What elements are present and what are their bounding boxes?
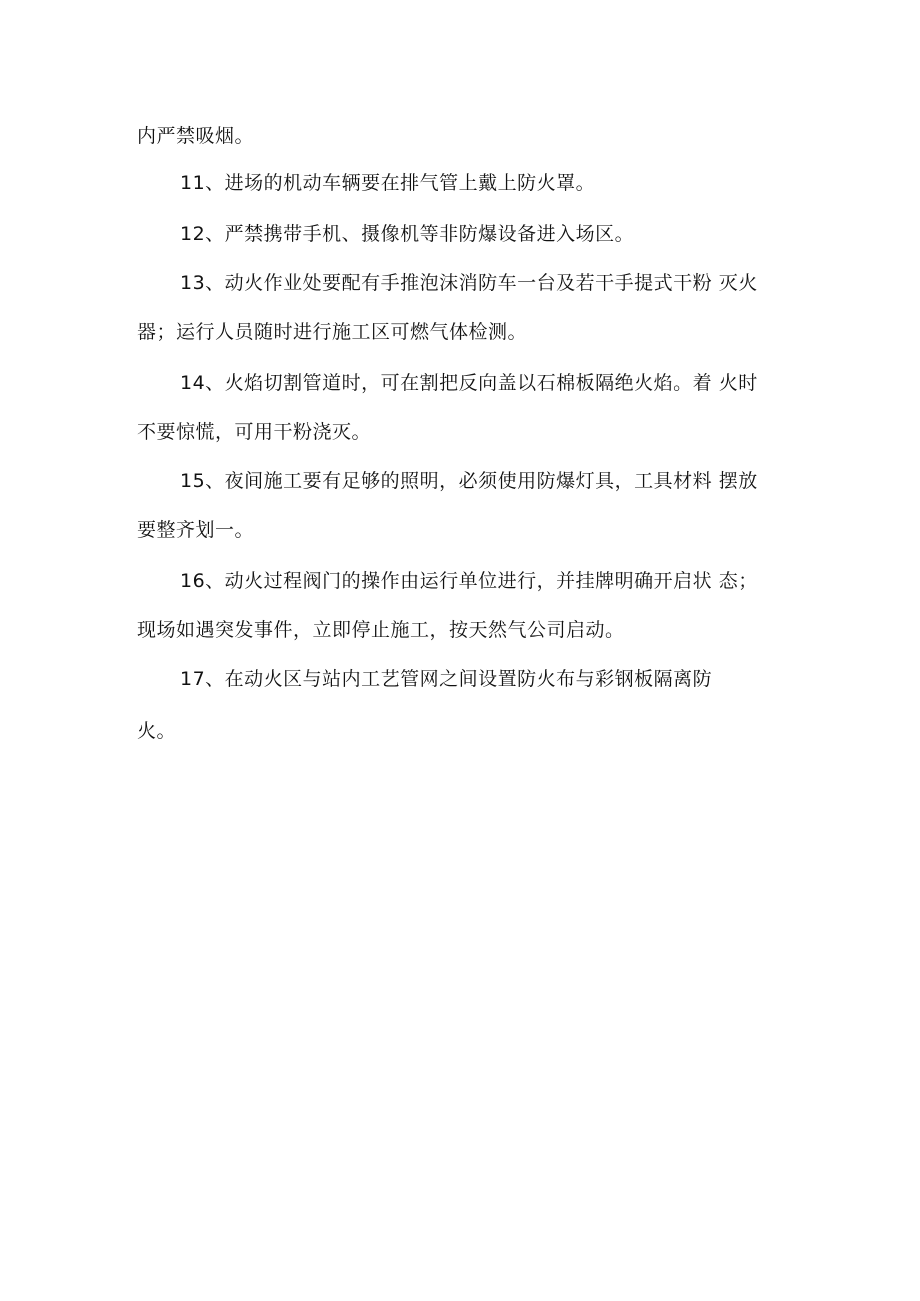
rule-11: 11、进场的机动车辆要在排气管上戴上防火罩。 <box>180 172 596 194</box>
rule-15-continuation: 要整齐划一。 <box>137 519 255 541</box>
rule-14: 14、火焰切割管道时，可在割把反向盖以石棉板隔绝火焰。着 火时 <box>180 372 758 394</box>
rule-14-continuation: 不要惊慌，可用干粉浇灭。 <box>137 421 372 443</box>
rule-17: 17、在动火区与站内工艺管网之间设置防火布与彩钢板隔离防 <box>180 668 713 690</box>
rule-13-continuation: 器；运行人员随时进行施工区可燃气体检测。 <box>137 321 528 343</box>
rule-12: 12、严禁携带手机、摄像机等非防爆设备进入场区。 <box>180 223 635 245</box>
rule-16-continuation: 现场如遇突发事件，立即停止施工，按天然气公司启动。 <box>137 619 625 641</box>
rule-13: 13、动火作业处要配有手推泡沫消防车一台及若干手提式干粉 灭火 <box>180 272 758 294</box>
rule-15: 15、夜间施工要有足够的照明，必须使用防爆灯具，工具材料 摆放 <box>180 470 758 492</box>
rule-17-continuation: 火。 <box>137 720 177 742</box>
rule-16: 16、动火过程阀门的操作由运行单位进行，并挂牌明确开启状 态； <box>180 570 758 592</box>
text-line-continuation: 内严禁吸烟。 <box>137 125 255 147</box>
